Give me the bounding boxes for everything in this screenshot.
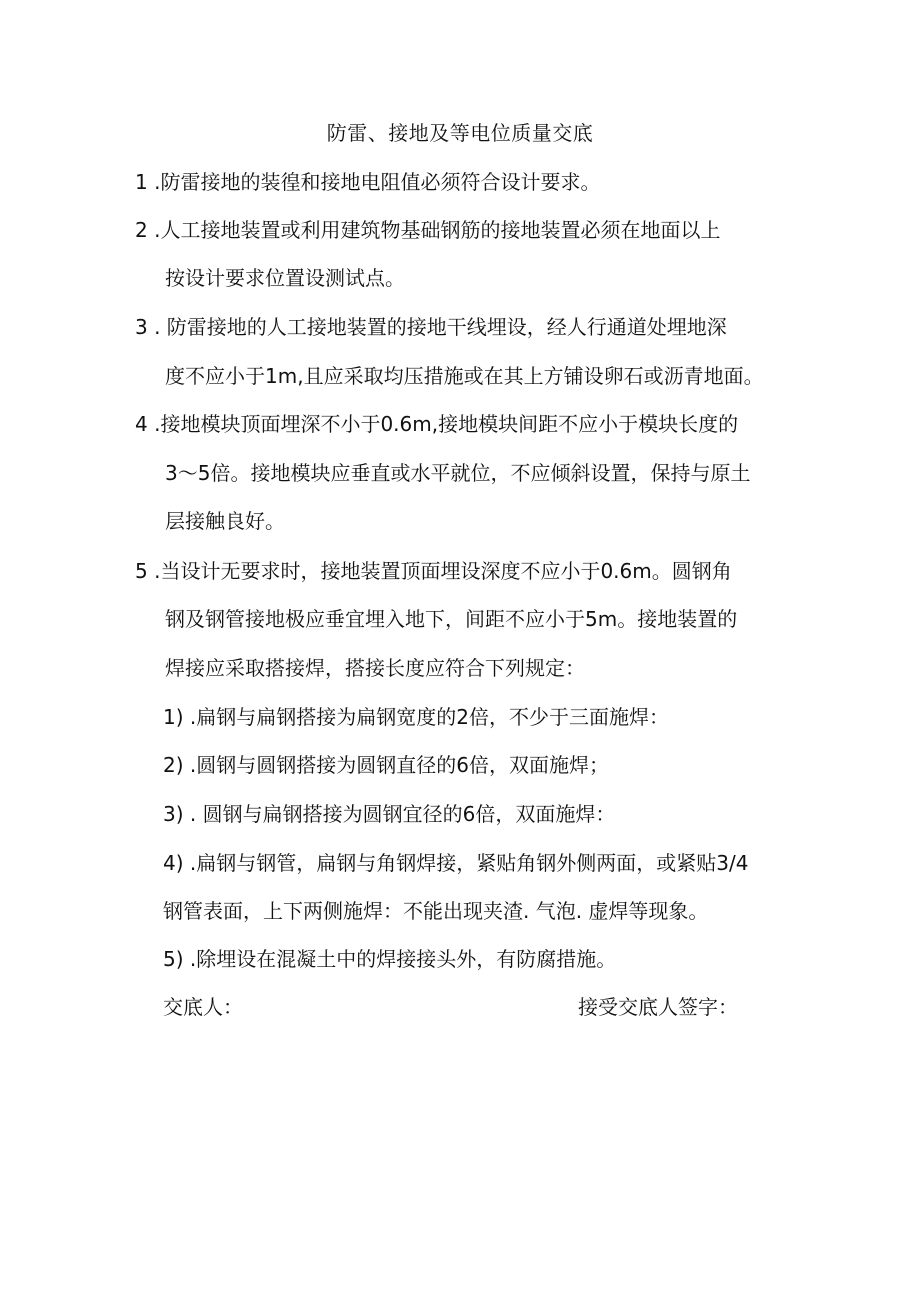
item-3-line-2: 度不应小于1m,且应采取均压措施或在其上方铺设卵石或沥青地面。 bbox=[165, 364, 764, 388]
item-1-line-1: 1 .防雷接地的装徨和接地电阻值必须符合设计要求。 bbox=[135, 170, 601, 194]
receiver-signature-label: 接受交底人签字： bbox=[578, 995, 738, 1019]
item-5-line-2: 钢及钢管接地极应垂宜埋入地下，间距不应小于5m。接地装置的 bbox=[165, 607, 738, 631]
subitem-1: 1) .扁钢与扁钢搭接为扁钢宽度的2倍，不少于三面施焊： bbox=[163, 705, 669, 729]
subitem-3: 3) . 圆钢与扁钢搭接为圆钢宜径的6倍，双面施焊： bbox=[163, 802, 616, 826]
item-4-line-1: 4 .接地模块顶面埋深不小于0.6m,接地模块间距不应小于模块长度的 bbox=[135, 412, 739, 436]
item-3-line-1: 3 . 防雷接地的人工接地装置的接地干线埋设，经人行通道处埋地深 bbox=[135, 315, 727, 339]
document-title: 防雷、接地及等电位质量交底 bbox=[326, 121, 594, 145]
item-2-line-1: 2 .人工接地装置或利用建筑物基础钢筋的接地装置必须在地面以上 bbox=[135, 218, 721, 242]
item-5-line-1: 5 .当设计无要求时，接地装置顶面埋设深度不应小于0.6m。圆钢角 bbox=[135, 559, 732, 583]
subitem-4-line-1: 4) .扁钢与钢管，扁钢与角钢焊接，紧贴角钢外侧两面，或紧贴3/4 bbox=[163, 851, 749, 875]
item-5-line-3: 焊接应采取搭接焊，搭接长度应符合下列规定： bbox=[165, 656, 585, 680]
presenter-signature-label: 交底人： bbox=[163, 995, 243, 1019]
subitem-4-line-2: 钢管表面，上下两侧施焊：不能出现夹渣. 气泡. 虚焊等现象。 bbox=[163, 899, 709, 923]
item-4-line-2: 3〜5倍。接地模块应垂直或水平就位，不应倾斜设置，保持与原土 bbox=[165, 461, 751, 485]
item-4-line-3: 层接触良好。 bbox=[165, 509, 285, 533]
subitem-5: 5) .除埋设在混凝土中的焊接接头外，有防腐措施。 bbox=[163, 947, 617, 971]
item-2-line-2: 按设计要求位置设测试点。 bbox=[165, 266, 405, 290]
subitem-2: 2) .圆钢与圆钢搭接为圆钢直径的6倍，双面施焊； bbox=[163, 753, 609, 777]
